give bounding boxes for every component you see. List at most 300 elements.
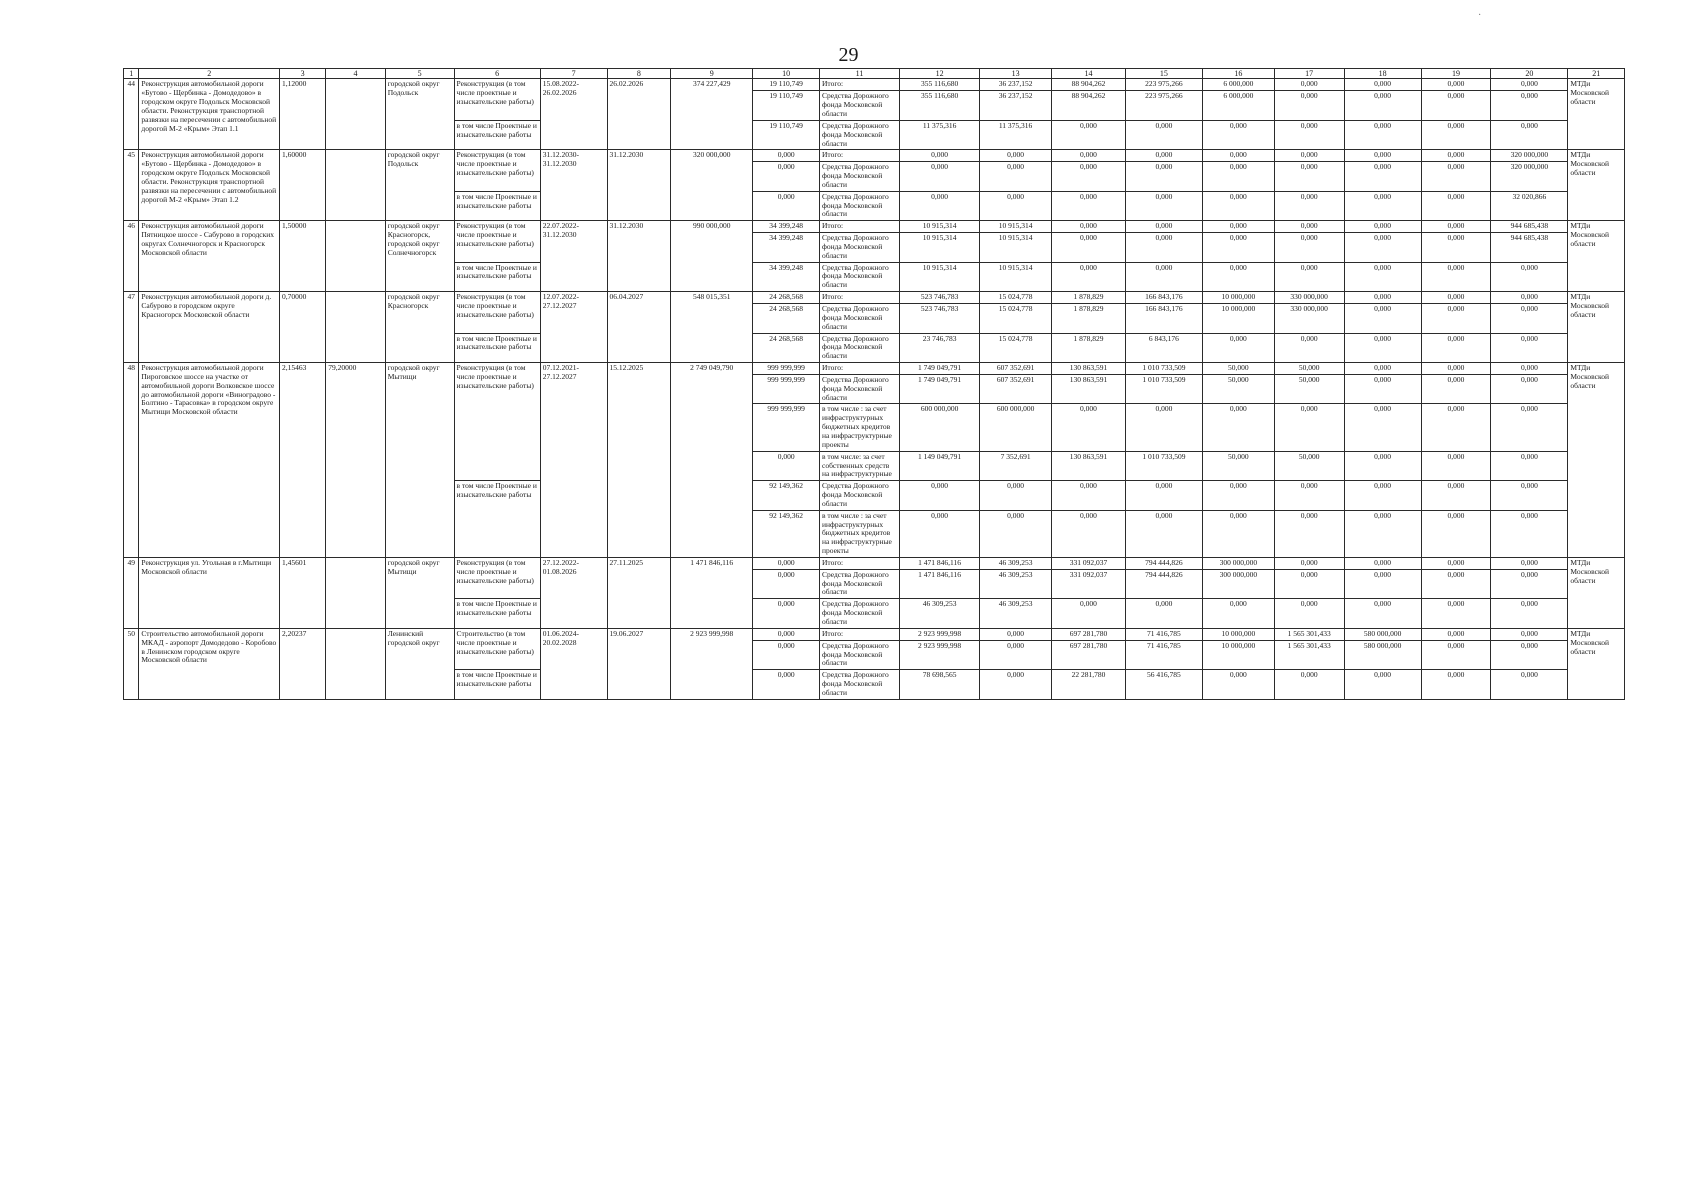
year-amount-16: 0,000 bbox=[1202, 262, 1274, 292]
year-amount-20: 0,000 bbox=[1491, 557, 1568, 569]
year-amount-13: 46 309,253 bbox=[980, 599, 1052, 629]
column-number-21: 21 bbox=[1568, 69, 1625, 79]
year-amount-19: 0,000 bbox=[1421, 599, 1491, 629]
completion-date: 06.04.2027 bbox=[607, 292, 671, 363]
period: 31.12.2030-31.12.2030 bbox=[540, 150, 607, 221]
year-amount-16: 0,000 bbox=[1202, 221, 1274, 233]
year-amount-17: 50,000 bbox=[1274, 451, 1344, 481]
year-amount-19: 0,000 bbox=[1421, 404, 1491, 451]
responsible-body: МТДи Московской области bbox=[1568, 150, 1625, 221]
funding-source: Итого: bbox=[819, 79, 899, 91]
work-type: Реконструкция (в том числе проектные и изыскательские работы) bbox=[454, 292, 540, 333]
year-amount-16: 50,000 bbox=[1202, 374, 1274, 404]
year-amount-12: 523 746,783 bbox=[900, 292, 980, 304]
funded-before: 0,000 bbox=[753, 628, 820, 640]
work-type: в том числе Проектные и изыскательские работы bbox=[454, 599, 540, 629]
column-number-1: 1 bbox=[124, 69, 139, 79]
table-row bbox=[124, 221, 1625, 233]
length-km: 1,12000 bbox=[280, 79, 326, 150]
funded-before: 0,000 bbox=[753, 670, 820, 700]
year-amount-16: 6 000,000 bbox=[1202, 79, 1274, 91]
year-amount-13: 36 237,152 bbox=[980, 79, 1052, 91]
year-amount-12: 23 746,783 bbox=[900, 333, 980, 363]
completion-date: 31.12.2030 bbox=[607, 221, 671, 292]
row-number: 46 bbox=[124, 221, 139, 292]
year-amount-14: 0,000 bbox=[1052, 404, 1126, 451]
funding-source: Средства Дорожного фонда Московской области bbox=[819, 333, 899, 363]
year-amount-17: 0,000 bbox=[1274, 79, 1344, 91]
year-amount-15: 0,000 bbox=[1125, 599, 1202, 629]
year-amount-17: 0,000 bbox=[1274, 262, 1344, 292]
year-amount-15: 71 416,785 bbox=[1125, 640, 1202, 670]
year-amount-12: 1 471 846,116 bbox=[900, 557, 980, 569]
year-amount-12: 1 749 049,791 bbox=[900, 363, 980, 375]
length-km: 2,15463 bbox=[280, 363, 326, 558]
municipality: городской округ Мытищи bbox=[385, 363, 454, 558]
object-name: Реконструкция автомобильной дороги «Бутово - Щербинка - Домодедово» в городском округе Подольск Московской области. Реконструкция транспортной развязки на пересечении с автомобильной дорогой М-2 «Крым» Этап 1.1 bbox=[139, 79, 280, 150]
year-amount-20: 0,000 bbox=[1491, 628, 1568, 640]
responsible-body: МТДи Московской области bbox=[1568, 557, 1625, 628]
year-amount-19: 0,000 bbox=[1421, 569, 1491, 599]
year-amount-20: 944 685,438 bbox=[1491, 221, 1568, 233]
year-amount-14: 130 863,591 bbox=[1052, 451, 1126, 481]
year-amount-16: 0,000 bbox=[1202, 162, 1274, 192]
funding-source: в том числе : за счет инфраструктурных бюджетных кредитов на инфраструктурные проекты bbox=[819, 404, 899, 451]
length-km: 1,50000 bbox=[280, 221, 326, 292]
year-amount-18: 0,000 bbox=[1344, 569, 1421, 599]
program-table bbox=[123, 68, 1625, 700]
year-amount-20: 0,000 bbox=[1491, 304, 1568, 334]
year-amount-14: 0,000 bbox=[1052, 481, 1126, 511]
capacity bbox=[326, 79, 386, 150]
municipality: городской округ Красногорск bbox=[385, 292, 454, 363]
completion-date: 15.12.2025 bbox=[607, 363, 671, 558]
year-amount-19: 0,000 bbox=[1421, 91, 1491, 121]
funded-before: 999 999,999 bbox=[753, 374, 820, 404]
object-name: Реконструкция автомобильной дороги Пироговское шоссе на участке от автомобильной дороги Волковское шоссе до автомобильной дороги «Виноградово - Болтино - Тарасовка» в городском округе Мытищи Московской области bbox=[139, 363, 280, 558]
year-amount-20: 32 020,866 bbox=[1491, 191, 1568, 221]
funded-before: 0,000 bbox=[753, 451, 820, 481]
year-amount-19: 0,000 bbox=[1421, 640, 1491, 670]
column-number-4: 4 bbox=[326, 69, 386, 79]
object-name: Реконструкция автомобильной дороги д. Сабурово в городском округе Красногорск Московской области bbox=[139, 292, 280, 363]
year-amount-18: 0,000 bbox=[1344, 233, 1421, 263]
year-amount-15: 0,000 bbox=[1125, 221, 1202, 233]
year-amount-17: 0,000 bbox=[1274, 91, 1344, 121]
year-amount-16: 0,000 bbox=[1202, 120, 1274, 150]
year-amount-13: 607 352,691 bbox=[980, 374, 1052, 404]
responsible-body: МТДи Московской области bbox=[1568, 221, 1625, 292]
period: 12.07.2022-27.12.2027 bbox=[540, 292, 607, 363]
year-amount-17: 0,000 bbox=[1274, 221, 1344, 233]
year-amount-13: 0,000 bbox=[980, 640, 1052, 670]
column-number-17: 17 bbox=[1274, 69, 1344, 79]
year-amount-18: 0,000 bbox=[1344, 150, 1421, 162]
year-amount-19: 0,000 bbox=[1421, 670, 1491, 700]
year-amount-13: 0,000 bbox=[980, 162, 1052, 192]
year-amount-16: 10 000,000 bbox=[1202, 292, 1274, 304]
year-amount-15: 166 843,176 bbox=[1125, 304, 1202, 334]
year-amount-15: 0,000 bbox=[1125, 262, 1202, 292]
capacity bbox=[326, 150, 386, 221]
funded-before: 92 149,362 bbox=[753, 481, 820, 511]
period: 07.12.2021-27.12.2027 bbox=[540, 363, 607, 558]
work-type: Реконструкция (в том числе проектные и изыскательские работы) bbox=[454, 150, 540, 191]
year-amount-16: 0,000 bbox=[1202, 191, 1274, 221]
year-amount-15: 166 843,176 bbox=[1125, 292, 1202, 304]
work-type: Реконструкция (в том числе проектные и изыскательские работы) bbox=[454, 221, 540, 262]
year-amount-14: 88 904,262 bbox=[1052, 91, 1126, 121]
year-amount-15: 0,000 bbox=[1125, 150, 1202, 162]
year-amount-12: 1 749 049,791 bbox=[900, 374, 980, 404]
funded-before: 92 149,362 bbox=[753, 510, 820, 557]
year-amount-17: 0,000 bbox=[1274, 557, 1344, 569]
year-amount-12: 0,000 bbox=[900, 162, 980, 192]
funded-before: 0,000 bbox=[753, 191, 820, 221]
column-number-12: 12 bbox=[900, 69, 980, 79]
column-number-3: 3 bbox=[280, 69, 326, 79]
year-amount-12: 11 375,316 bbox=[900, 120, 980, 150]
year-amount-14: 0,000 bbox=[1052, 162, 1126, 192]
column-number-7: 7 bbox=[540, 69, 607, 79]
year-amount-19: 0,000 bbox=[1421, 262, 1491, 292]
year-amount-13: 10 915,314 bbox=[980, 221, 1052, 233]
year-amount-20: 320 000,000 bbox=[1491, 150, 1568, 162]
year-amount-18: 0,000 bbox=[1344, 221, 1421, 233]
length-km: 2,20237 bbox=[280, 628, 326, 699]
row-number: 49 bbox=[124, 557, 139, 628]
year-amount-14: 1 878,829 bbox=[1052, 292, 1126, 304]
year-amount-13: 11 375,316 bbox=[980, 120, 1052, 150]
funding-source: Средства Дорожного фонда Московской области bbox=[819, 640, 899, 670]
municipality: городской округ Красногорск, городской округ Солнечногорск bbox=[385, 221, 454, 292]
municipality: городской округ Подольск bbox=[385, 79, 454, 150]
year-amount-18: 0,000 bbox=[1344, 481, 1421, 511]
funding-source: в том числе: за счет собственных средств на инфраструктурные bbox=[819, 451, 899, 481]
year-amount-20: 0,000 bbox=[1491, 262, 1568, 292]
year-amount-19: 0,000 bbox=[1421, 162, 1491, 192]
table-row bbox=[124, 150, 1625, 162]
funded-before: 34 399,248 bbox=[753, 233, 820, 263]
year-amount-17: 0,000 bbox=[1274, 569, 1344, 599]
funding-source: Средства Дорожного фонда Московской области bbox=[819, 670, 899, 700]
page-number: 29 bbox=[838, 44, 859, 66]
year-amount-16: 50,000 bbox=[1202, 363, 1274, 375]
funding-source: Средства Дорожного фонда Московской области bbox=[819, 599, 899, 629]
year-amount-15: 223 975,266 bbox=[1125, 91, 1202, 121]
year-amount-19: 0,000 bbox=[1421, 120, 1491, 150]
table-body bbox=[124, 79, 1625, 699]
year-amount-12: 355 116,680 bbox=[900, 79, 980, 91]
year-amount-19: 0,000 bbox=[1421, 557, 1491, 569]
funding-source: Средства Дорожного фонда Московской области bbox=[819, 569, 899, 599]
year-amount-15: 1 010 733,509 bbox=[1125, 374, 1202, 404]
year-amount-20: 0,000 bbox=[1491, 510, 1568, 557]
year-amount-15: 56 416,785 bbox=[1125, 670, 1202, 700]
year-amount-20: 0,000 bbox=[1491, 404, 1568, 451]
year-amount-13: 46 309,253 bbox=[980, 569, 1052, 599]
length-km: 0,70000 bbox=[280, 292, 326, 363]
estimated-cost: 990 000,000 bbox=[671, 221, 753, 292]
year-amount-16: 300 000,000 bbox=[1202, 569, 1274, 599]
year-amount-14: 0,000 bbox=[1052, 599, 1126, 629]
row-number: 47 bbox=[124, 292, 139, 363]
year-amount-19: 0,000 bbox=[1421, 374, 1491, 404]
column-number-13: 13 bbox=[980, 69, 1052, 79]
funding-source: Средства Дорожного фонда Московской области bbox=[819, 120, 899, 150]
funded-before: 34 399,248 bbox=[753, 262, 820, 292]
year-amount-12: 46 309,253 bbox=[900, 599, 980, 629]
year-amount-17: 0,000 bbox=[1274, 481, 1344, 511]
year-amount-13: 0,000 bbox=[980, 191, 1052, 221]
year-amount-20: 0,000 bbox=[1491, 481, 1568, 511]
funded-before: 0,000 bbox=[753, 569, 820, 599]
funded-before: 19 110,749 bbox=[753, 79, 820, 91]
year-amount-19: 0,000 bbox=[1421, 233, 1491, 263]
year-amount-20: 0,000 bbox=[1491, 363, 1568, 375]
year-amount-14: 0,000 bbox=[1052, 191, 1126, 221]
year-amount-18: 0,000 bbox=[1344, 262, 1421, 292]
funding-source: Итого: bbox=[819, 150, 899, 162]
year-amount-12: 2 923 999,998 bbox=[900, 640, 980, 670]
year-amount-18: 0,000 bbox=[1344, 162, 1421, 192]
object-name: Реконструкция автомобильной дороги Пятницкое шоссе - Сабурово в городских округах Солнечногорск и Красногорск Московской области bbox=[139, 221, 280, 292]
work-type: Реконструкция (в том числе проектные и изыскательские работы) bbox=[454, 79, 540, 120]
year-amount-16: 0,000 bbox=[1202, 599, 1274, 629]
year-amount-12: 523 746,783 bbox=[900, 304, 980, 334]
funding-source: Средства Дорожного фонда Московской области bbox=[819, 262, 899, 292]
year-amount-13: 15 024,778 bbox=[980, 333, 1052, 363]
year-amount-19: 0,000 bbox=[1421, 304, 1491, 334]
year-amount-14: 88 904,262 bbox=[1052, 79, 1126, 91]
year-amount-16: 0,000 bbox=[1202, 404, 1274, 451]
year-amount-19: 0,000 bbox=[1421, 79, 1491, 91]
year-amount-19: 0,000 bbox=[1421, 150, 1491, 162]
year-amount-18: 0,000 bbox=[1344, 333, 1421, 363]
year-amount-20: 944 685,438 bbox=[1491, 233, 1568, 263]
year-amount-15: 6 843,176 bbox=[1125, 333, 1202, 363]
year-amount-19: 0,000 bbox=[1421, 333, 1491, 363]
year-amount-16: 0,000 bbox=[1202, 510, 1274, 557]
funded-before: 0,000 bbox=[753, 150, 820, 162]
year-amount-20: 0,000 bbox=[1491, 120, 1568, 150]
year-amount-13: 7 352,691 bbox=[980, 451, 1052, 481]
year-amount-13: 600 000,000 bbox=[980, 404, 1052, 451]
year-amount-12: 10 915,314 bbox=[900, 233, 980, 263]
year-amount-14: 697 281,780 bbox=[1052, 640, 1126, 670]
year-amount-18: 0,000 bbox=[1344, 451, 1421, 481]
row-number: 44 bbox=[124, 79, 139, 150]
year-amount-12: 0,000 bbox=[900, 481, 980, 511]
year-amount-20: 0,000 bbox=[1491, 91, 1568, 121]
year-amount-12: 0,000 bbox=[900, 191, 980, 221]
work-type: в том числе Проектные и изыскательские работы bbox=[454, 670, 540, 700]
year-amount-20: 0,000 bbox=[1491, 569, 1568, 599]
estimated-cost: 374 227,429 bbox=[671, 79, 753, 150]
year-amount-12: 355 116,680 bbox=[900, 91, 980, 121]
column-number-6: 6 bbox=[454, 69, 540, 79]
year-amount-19: 0,000 bbox=[1421, 481, 1491, 511]
funded-before: 0,000 bbox=[753, 162, 820, 192]
year-amount-14: 0,000 bbox=[1052, 150, 1126, 162]
year-amount-14: 0,000 bbox=[1052, 233, 1126, 263]
year-amount-15: 71 416,785 bbox=[1125, 628, 1202, 640]
year-amount-19: 0,000 bbox=[1421, 221, 1491, 233]
capacity bbox=[326, 221, 386, 292]
completion-date: 27.11.2025 bbox=[607, 557, 671, 628]
funding-source: Средства Дорожного фонда Московской области bbox=[819, 191, 899, 221]
funded-before: 19 110,749 bbox=[753, 120, 820, 150]
year-amount-16: 10 000,000 bbox=[1202, 640, 1274, 670]
funded-before: 34 399,248 bbox=[753, 221, 820, 233]
year-amount-16: 6 000,000 bbox=[1202, 91, 1274, 121]
year-amount-20: 0,000 bbox=[1491, 599, 1568, 629]
capacity bbox=[326, 628, 386, 699]
year-amount-18: 0,000 bbox=[1344, 363, 1421, 375]
year-amount-18: 0,000 bbox=[1344, 510, 1421, 557]
year-amount-15: 0,000 bbox=[1125, 481, 1202, 511]
year-amount-13: 0,000 bbox=[980, 150, 1052, 162]
responsible-body: МТДи Московской области bbox=[1568, 363, 1625, 558]
period: 15.08.2022-26.02.2026 bbox=[540, 79, 607, 150]
year-amount-20: 0,000 bbox=[1491, 79, 1568, 91]
funded-before: 24 268,568 bbox=[753, 292, 820, 304]
year-amount-17: 1 565 301,433 bbox=[1274, 628, 1344, 640]
year-amount-15: 223 975,266 bbox=[1125, 79, 1202, 91]
column-number-20: 20 bbox=[1491, 69, 1568, 79]
funded-before: 24 268,568 bbox=[753, 333, 820, 363]
year-amount-14: 697 281,780 bbox=[1052, 628, 1126, 640]
funding-source: Итого: bbox=[819, 292, 899, 304]
period: 22.07.2022-31.12.2030 bbox=[540, 221, 607, 292]
work-type: Строительство (в том числе проектные и изыскательские работы) bbox=[454, 628, 540, 669]
object-name: Строительство автомобильной дороги МКАД - аэропорт Домодедово - Коробово в Ленинском городском округе Московской области bbox=[139, 628, 280, 699]
funded-before: 0,000 bbox=[753, 640, 820, 670]
year-amount-17: 330 000,000 bbox=[1274, 292, 1344, 304]
year-amount-13: 46 309,253 bbox=[980, 557, 1052, 569]
year-amount-20: 0,000 bbox=[1491, 640, 1568, 670]
year-amount-18: 580 000,000 bbox=[1344, 640, 1421, 670]
column-number-18: 18 bbox=[1344, 69, 1421, 79]
year-amount-15: 0,000 bbox=[1125, 162, 1202, 192]
column-number-14: 14 bbox=[1052, 69, 1126, 79]
year-amount-16: 50,000 bbox=[1202, 451, 1274, 481]
table-row bbox=[124, 557, 1625, 569]
year-amount-15: 794 444,826 bbox=[1125, 569, 1202, 599]
year-amount-18: 0,000 bbox=[1344, 670, 1421, 700]
length-km: 1,60000 bbox=[280, 150, 326, 221]
year-amount-12: 10 915,314 bbox=[900, 221, 980, 233]
year-amount-18: 0,000 bbox=[1344, 120, 1421, 150]
year-amount-15: 0,000 bbox=[1125, 120, 1202, 150]
year-amount-16: 0,000 bbox=[1202, 233, 1274, 263]
year-amount-15: 0,000 bbox=[1125, 510, 1202, 557]
year-amount-14: 22 281,780 bbox=[1052, 670, 1126, 700]
year-amount-16: 300 000,000 bbox=[1202, 557, 1274, 569]
year-amount-17: 0,000 bbox=[1274, 599, 1344, 629]
year-amount-12: 2 923 999,998 bbox=[900, 628, 980, 640]
year-amount-17: 0,000 bbox=[1274, 191, 1344, 221]
year-amount-17: 330 000,000 bbox=[1274, 304, 1344, 334]
year-amount-16: 10 000,000 bbox=[1202, 304, 1274, 334]
table-row bbox=[124, 292, 1625, 304]
column-number-11: 11 bbox=[819, 69, 899, 79]
responsible-body: МТДи Московской области bbox=[1568, 292, 1625, 363]
year-amount-13: 0,000 bbox=[980, 481, 1052, 511]
estimated-cost: 320 000,000 bbox=[671, 150, 753, 221]
year-amount-17: 0,000 bbox=[1274, 404, 1344, 451]
work-type: в том числе Проектные и изыскательские работы bbox=[454, 262, 540, 292]
work-type: в том числе Проектные и изыскательские работы bbox=[454, 191, 540, 221]
work-type: в том числе Проектные и изыскательские работы bbox=[454, 333, 540, 363]
year-amount-14: 0,000 bbox=[1052, 221, 1126, 233]
column-number-8: 8 bbox=[607, 69, 671, 79]
year-amount-14: 1 878,829 bbox=[1052, 333, 1126, 363]
scan-speck: · bbox=[1478, 10, 1482, 21]
municipality: городской округ Мытищи bbox=[385, 557, 454, 628]
period: 01.06.2024-20.02.2028 bbox=[540, 628, 607, 699]
year-amount-14: 331 092,037 bbox=[1052, 569, 1126, 599]
year-amount-12: 10 915,314 bbox=[900, 262, 980, 292]
year-amount-12: 1 471 846,116 bbox=[900, 569, 980, 599]
year-amount-17: 0,000 bbox=[1274, 150, 1344, 162]
year-amount-13: 0,000 bbox=[980, 510, 1052, 557]
column-number-row bbox=[124, 69, 1625, 79]
year-amount-15: 1 010 733,509 bbox=[1125, 451, 1202, 481]
funding-source: Средства Дорожного фонда Московской области bbox=[819, 304, 899, 334]
funding-source: Итого: bbox=[819, 628, 899, 640]
year-amount-20: 0,000 bbox=[1491, 333, 1568, 363]
year-amount-15: 1 010 733,509 bbox=[1125, 363, 1202, 375]
row-number: 45 bbox=[124, 150, 139, 221]
funding-source: Средства Дорожного фонда Московской области bbox=[819, 91, 899, 121]
year-amount-13: 0,000 bbox=[980, 628, 1052, 640]
column-number-5: 5 bbox=[385, 69, 454, 79]
year-amount-13: 607 352,691 bbox=[980, 363, 1052, 375]
year-amount-18: 0,000 bbox=[1344, 304, 1421, 334]
year-amount-17: 50,000 bbox=[1274, 363, 1344, 375]
period: 27.12.2022-01.08.2026 bbox=[540, 557, 607, 628]
year-amount-16: 0,000 bbox=[1202, 481, 1274, 511]
estimated-cost: 1 471 846,116 bbox=[671, 557, 753, 628]
year-amount-15: 0,000 bbox=[1125, 233, 1202, 263]
column-number-16: 16 bbox=[1202, 69, 1274, 79]
funding-source: Итого: bbox=[819, 363, 899, 375]
year-amount-17: 1 565 301,433 bbox=[1274, 640, 1344, 670]
funded-before: 0,000 bbox=[753, 557, 820, 569]
year-amount-13: 15 024,778 bbox=[980, 304, 1052, 334]
year-amount-20: 320 000,000 bbox=[1491, 162, 1568, 192]
year-amount-16: 0,000 bbox=[1202, 150, 1274, 162]
work-type: в том числе Проектные и изыскательские работы bbox=[454, 120, 540, 150]
work-type: Реконструкция (в том числе проектные и изыскательские работы) bbox=[454, 363, 540, 481]
year-amount-18: 0,000 bbox=[1344, 404, 1421, 451]
row-number: 48 bbox=[124, 363, 139, 558]
year-amount-14: 0,000 bbox=[1052, 510, 1126, 557]
year-amount-15: 0,000 bbox=[1125, 191, 1202, 221]
year-amount-18: 0,000 bbox=[1344, 374, 1421, 404]
capacity bbox=[326, 557, 386, 628]
completion-date: 26.02.2026 bbox=[607, 79, 671, 150]
work-type: Реконструкция (в том числе проектные и изыскательские работы) bbox=[454, 557, 540, 598]
funding-source: Итого: bbox=[819, 221, 899, 233]
funded-before: 0,000 bbox=[753, 599, 820, 629]
year-amount-17: 0,000 bbox=[1274, 333, 1344, 363]
completion-date: 31.12.2030 bbox=[607, 150, 671, 221]
funded-before: 24 268,568 bbox=[753, 304, 820, 334]
year-amount-17: 0,000 bbox=[1274, 510, 1344, 557]
row-number: 50 bbox=[124, 628, 139, 699]
